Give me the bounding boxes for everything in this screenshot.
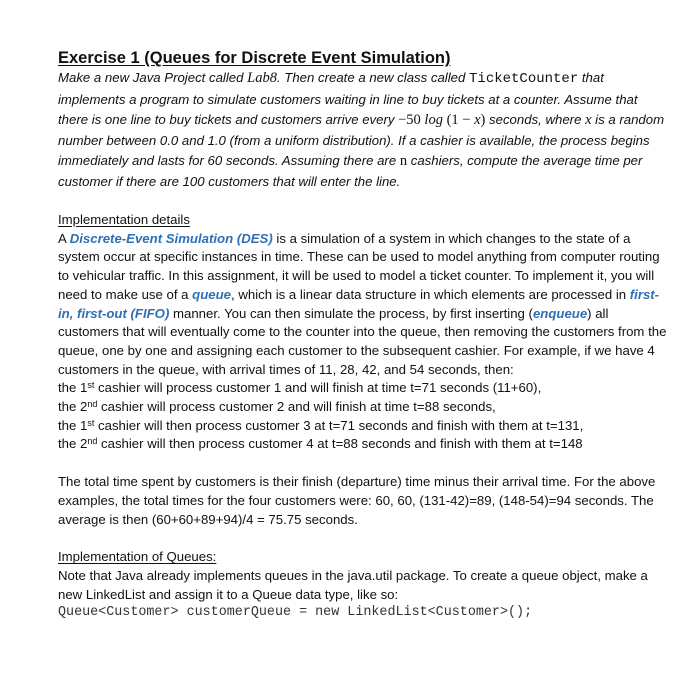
queues-heading: Implementation of Queues:: [58, 549, 217, 565]
formula-paren: (1 −: [442, 112, 475, 128]
ordinal-suffix: st: [87, 380, 95, 391]
cashier-line-text: the 1: [58, 417, 88, 433]
intro-paragraph: [58, 68, 670, 192]
impl-text: ) all customers that will eventually come to the counter into the queue, then removing the customers from the queue, one by one and assigning each customer to the subsequent cashier. For example, if we have 4 customers in the queue, with arrival times of 11, 28, 42, and 54 seconds, then:: [58, 305, 667, 377]
ordinal-suffix: nd: [87, 436, 98, 447]
formula-x: x: [474, 112, 481, 128]
formula-log: log: [424, 112, 443, 128]
formula-paren: ): [480, 112, 486, 128]
ordinal-suffix: st: [87, 417, 95, 428]
intro-text: that implements a program to simulate customers waiting in line to buy tickets at a counter. Assume that there is one line to buy tickets and customers arrive every: [58, 70, 638, 127]
class-name: TicketCounter: [469, 71, 579, 87]
document-body: [58, 48, 670, 623]
cashier-line-text: cashier will then process customer 4 at t=88 seconds and finish with them at t=148: [97, 436, 583, 452]
total-time-paragraph: The total time spent by customers is their finish (departure) time minus their arrival time. For the above examples, the total times for the four customers were: 60, 60, (131-42)=89, (148-54)=94 seconds. The average is then (60+60+89+94)/4 = 75.75 seconds.: [58, 474, 656, 527]
implementation-details-heading: Implementation details: [58, 212, 190, 227]
queues-paragraph: Note that Java already implements queues in the java.util package. To create a queue object, make a new LinkedList and assign it to a Queue data type, like so:: [58, 567, 648, 602]
intro-text: Make a new Java Project called: [58, 70, 248, 85]
implementation-paragraph: [58, 230, 670, 380]
exercise-title: Exercise 1 (Queues for Discrete Event Simulation): [58, 49, 451, 67]
intro-text: is a random number between 0.0 and 1.0 (from a uniform distribution). If a cashier is available, the process begins immediately and lasts for 60 seconds. Assuming there are: [58, 112, 665, 168]
queues-section: [58, 548, 670, 623]
cashier-line: [58, 417, 670, 436]
cashier-line-text: cashier will process customer 1 and will finish at time t=71 seconds (11+60),: [94, 380, 542, 396]
cashier-line: [58, 435, 670, 454]
impl-text: manner. You can then simulate the process, by first inserting (: [169, 305, 533, 321]
intro-text: . Then create a new class called: [276, 70, 470, 85]
var-n: n: [399, 153, 408, 169]
project-name: Lab8: [247, 70, 277, 86]
implementation-details-section: [58, 211, 670, 454]
cashier-line-text: cashier will then process customer 3 at t=71 seconds and finish with them at t=131,: [94, 417, 584, 433]
queue-term: queue: [192, 286, 232, 302]
code-snippet: Queue<Customer> customerQueue = new LinkedList<Customer>();: [58, 605, 533, 621]
enqueue-term: enqueue: [532, 305, 588, 321]
var-x: x: [585, 112, 592, 128]
cashier-line-text: cashier will process customer 2 and will finish at time t=88 seconds,: [97, 399, 496, 415]
cashier-line-text: the 2: [58, 436, 88, 452]
cashier-line: [58, 379, 670, 398]
intro-text: cashiers, compute the average time per customer if there are 100 customers that will enter the line.: [58, 153, 643, 189]
cashier-line: [58, 398, 670, 417]
intro-text: seconds, where: [485, 112, 586, 127]
fifo-term: first-in, first-out (FIFO): [58, 286, 660, 321]
cashier-line-text: the 1: [58, 380, 88, 396]
formula-minus: −50: [398, 112, 425, 128]
impl-text: is a simulation of a system in which changes to the state of a system occur at specific instances in time. These can be used to model anything from computer routing to vehicular traffic. In this assignment, it will be used to model a ticket counter. To implement it, you will need to make use of a: [58, 230, 660, 302]
impl-text: A: [58, 230, 70, 246]
des-term: Discrete-Event Simulation (DES): [69, 230, 273, 246]
ordinal-suffix: nd: [87, 399, 98, 410]
cashier-line-text: the 2: [58, 399, 88, 415]
impl-text: , which is a linear data structure in which elements are processed in: [231, 286, 630, 302]
